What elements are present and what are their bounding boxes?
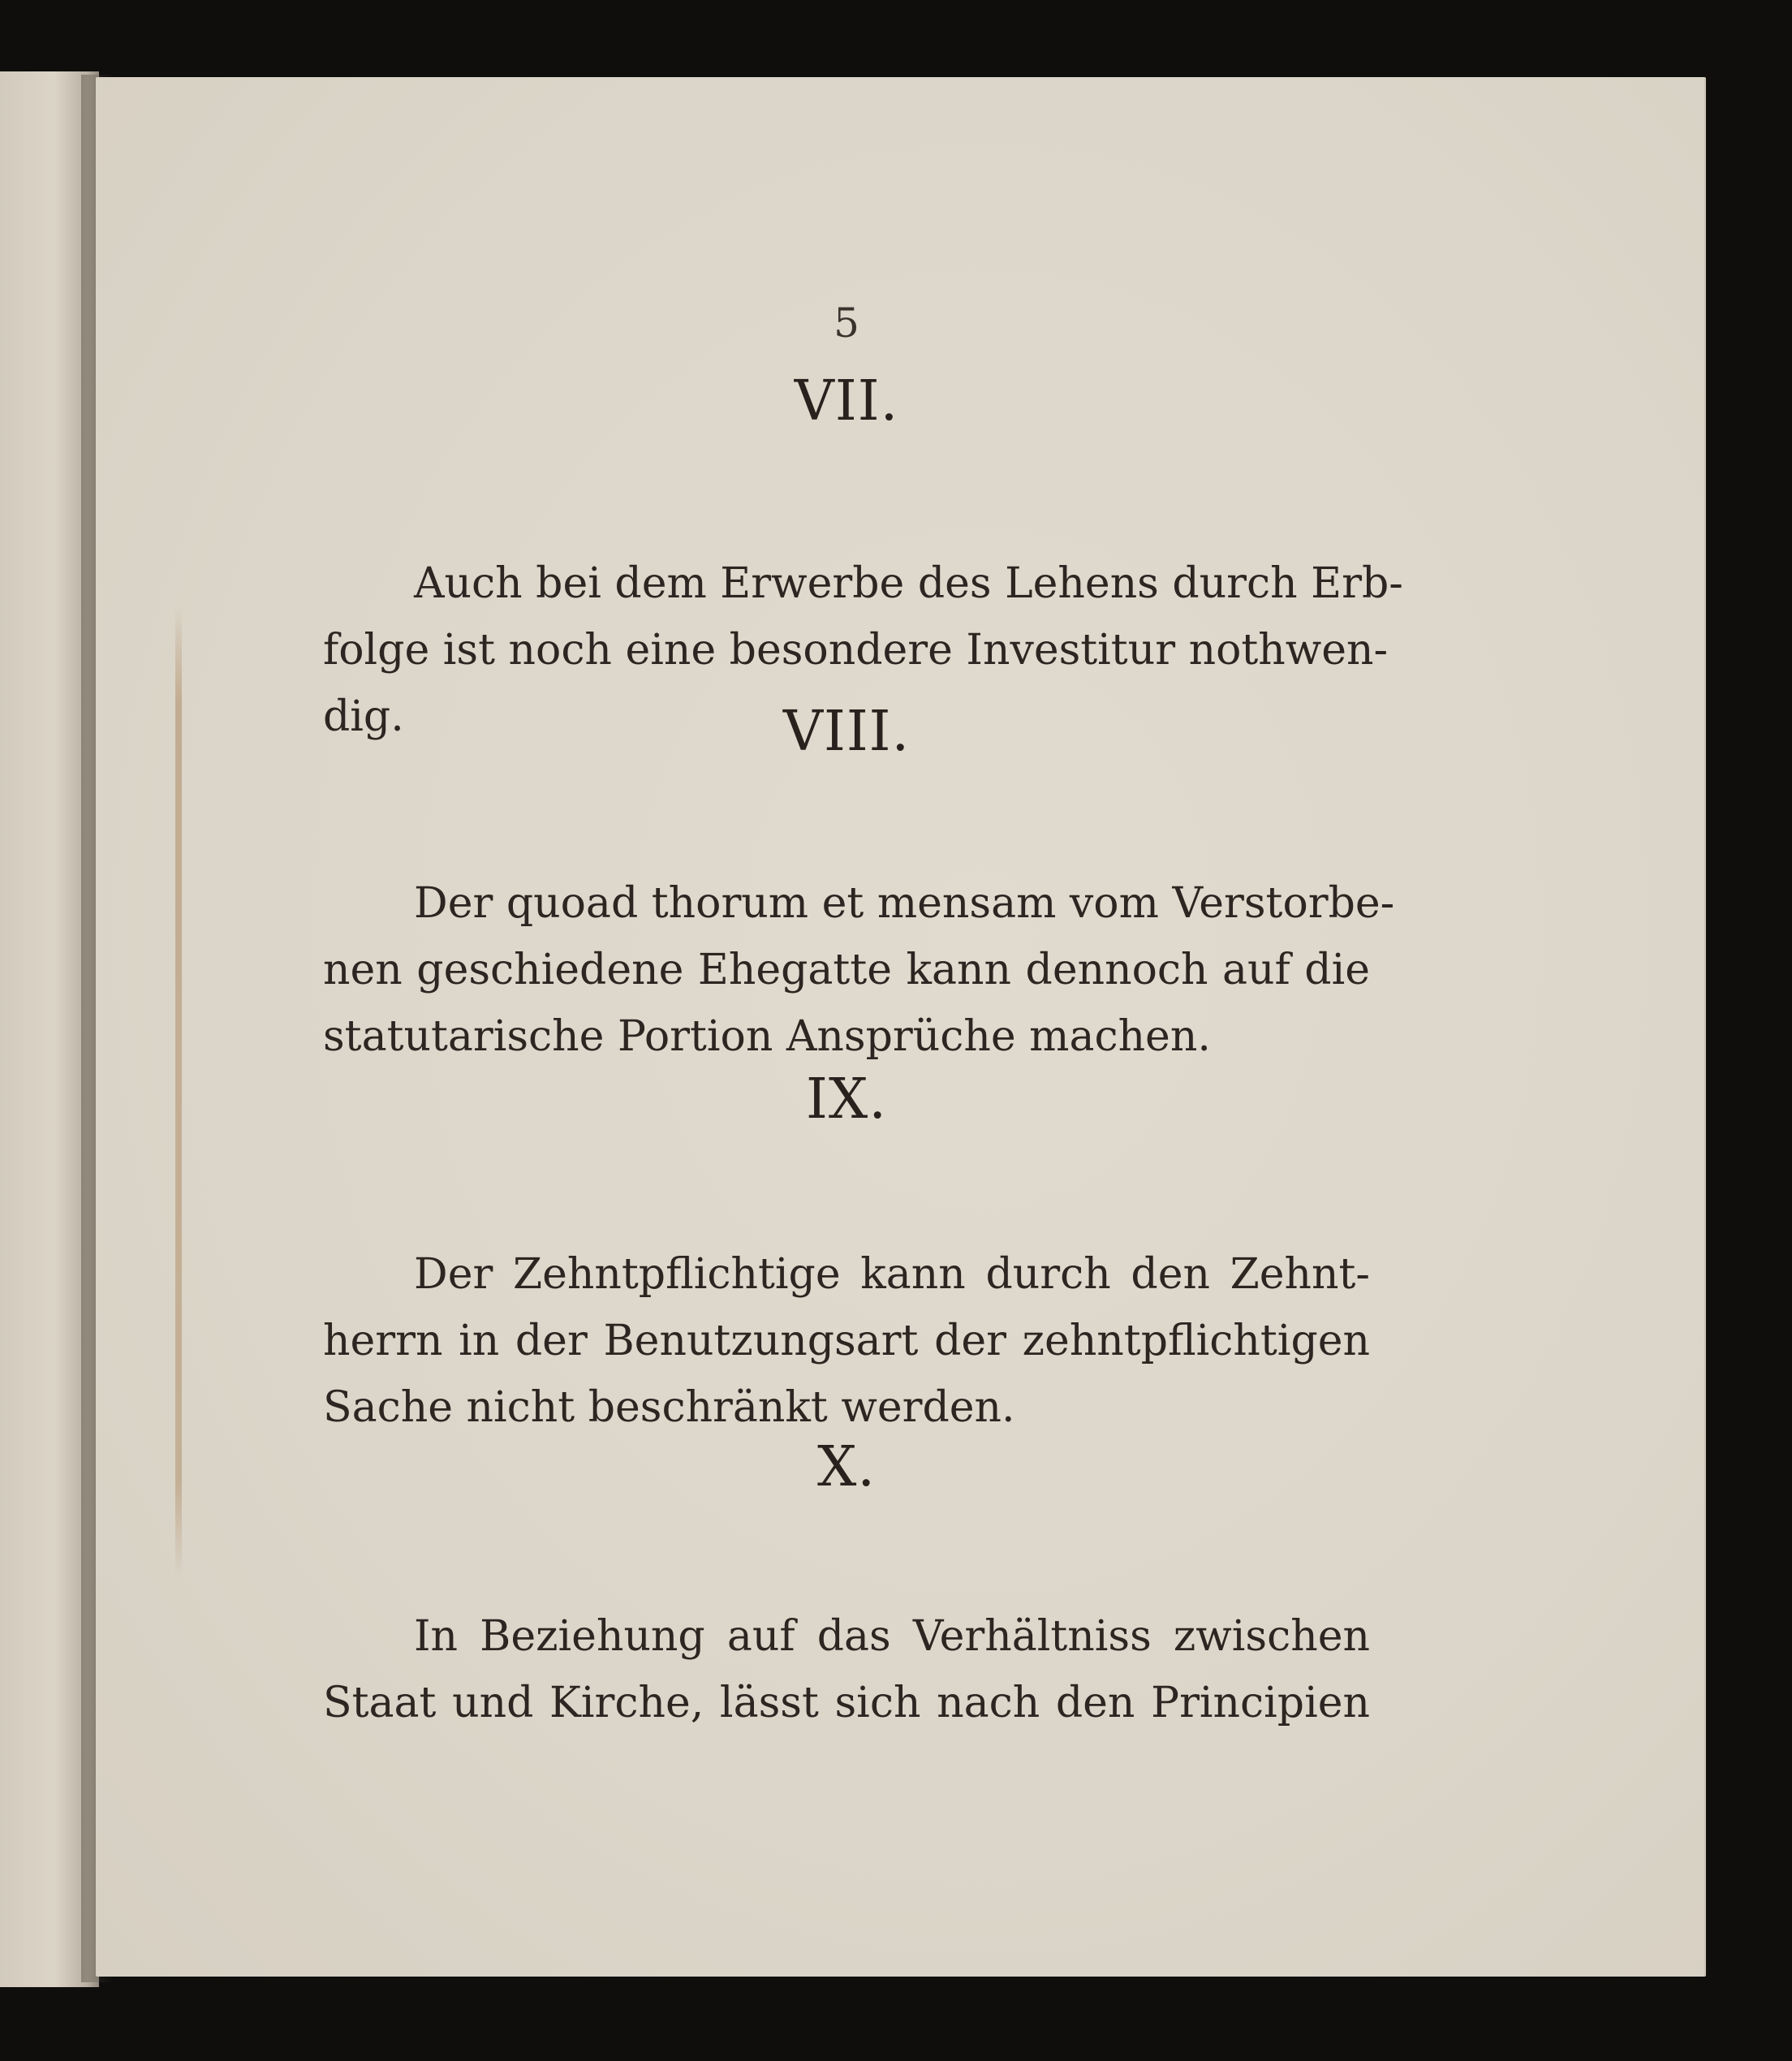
section-heading-vii: VII. <box>794 369 899 433</box>
page-number: 5 <box>834 300 859 347</box>
section-heading-viii: VIII. <box>782 700 911 764</box>
section-heading-x: X. <box>816 1435 877 1499</box>
text-line: statutarische Portion Ansprüche machen. <box>323 1012 1211 1061</box>
section-paragraph-x <box>323 1603 1370 1736</box>
text-line: folge ist noch eine besondere Investitur nothwen- <box>323 626 1389 675</box>
section-heading-ix: IX. <box>806 1067 887 1132</box>
text-line: In Beziehung auf das Verhältniss zwischen <box>414 1612 1370 1661</box>
section-paragraph-viii <box>323 870 1395 1070</box>
text-line: Auch bei dem Erwerbe des Lehens durch Erb- <box>414 559 1403 608</box>
section-paragraph-ix <box>323 1241 1370 1441</box>
text-line: Der quoad thorum et mensam vom Verstorbe- <box>414 879 1395 928</box>
text-line: herrn in der Benutzungsart der zehntpflichtigen <box>323 1317 1370 1365</box>
text-line: Sache nicht beschränkt werden. <box>323 1383 1015 1432</box>
text-line: dig. <box>323 692 404 741</box>
text-line: Staat und Kirche, lässt sich nach den Principien <box>323 1679 1370 1727</box>
text-line: nen geschiedene Ehegatte kann dennoch auf die <box>323 946 1370 994</box>
paper-stain <box>175 605 182 1579</box>
text-line: Der Zehntpflichtige kann durch den Zehnt- <box>414 1250 1370 1299</box>
